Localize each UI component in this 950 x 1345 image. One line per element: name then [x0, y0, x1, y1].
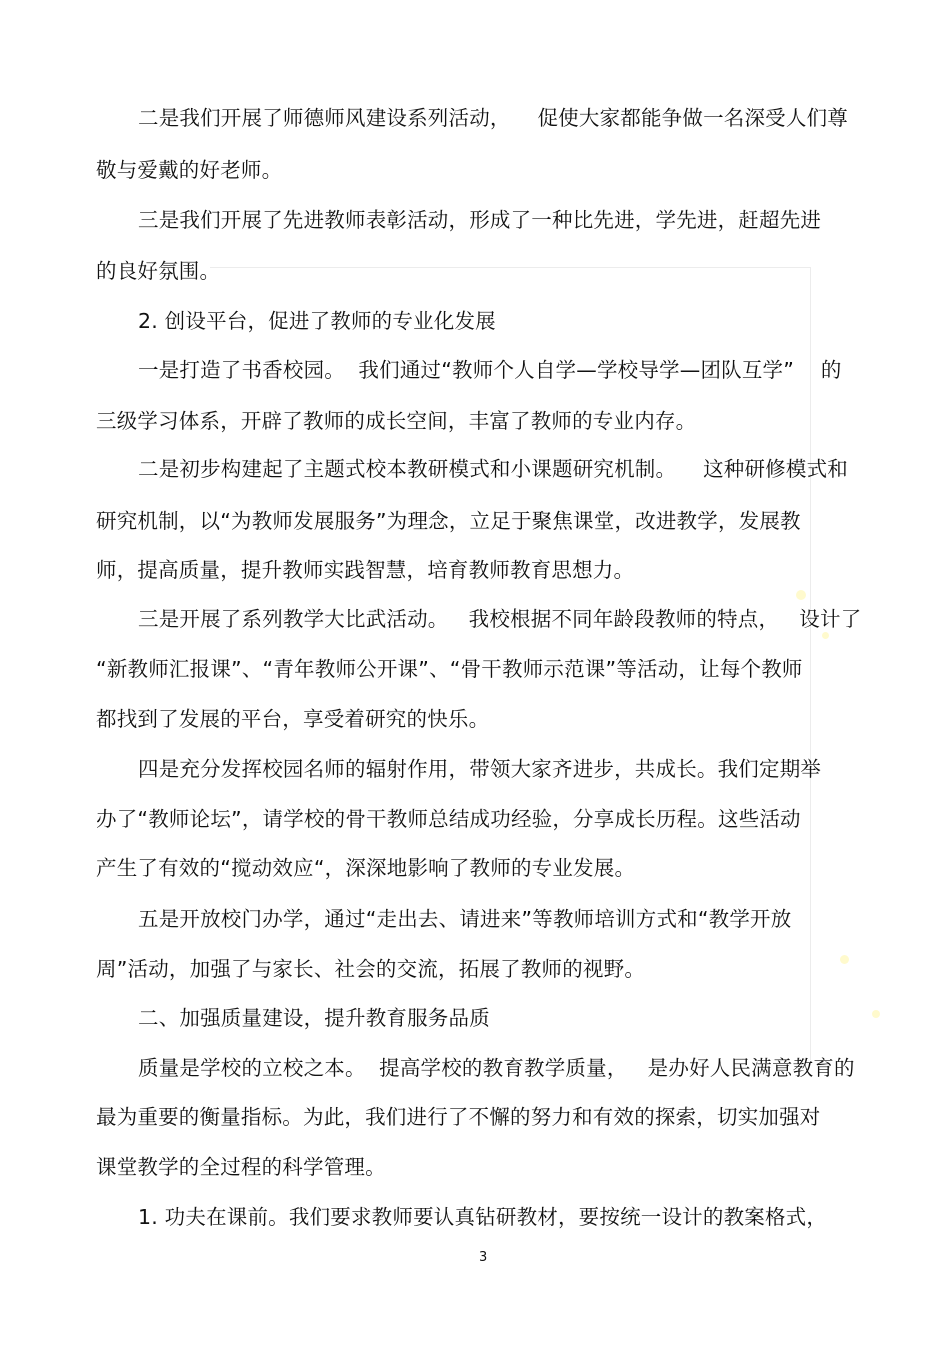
text-line: 三是我们开展了先进教师表彰活动，形成了一种比先进，学先进，赶超先进 — [138, 208, 822, 232]
text-line: 三级学习体系，开辟了教师的成长空间，丰富了教师的专业内存。 — [96, 409, 697, 433]
text-line: “新教师汇报课”、“青年教师公开课”、“骨干教师示范课”等活动，让每个教师 — [96, 657, 803, 681]
text-line: 周”活动，加强了与家长、社会的交流，拓展了教师的视野。 — [96, 957, 646, 981]
scan-speck — [822, 632, 829, 639]
text-line: 产生了有效的“搅动效应“，深深地影响了教师的专业发展。 — [96, 856, 636, 880]
scan-speck — [840, 955, 849, 964]
text-line: 二是我们开展了师德师风建设系列活动， 促使大家都能争做一名深受人们尊 — [138, 106, 848, 130]
text-line: 三是开展了系列教学大比武活动。 我校根据不同年龄段教师的特点， 设计了 — [138, 607, 862, 631]
scan-speck — [796, 590, 806, 600]
text-line: 敬与爱戴的好老师。 — [96, 158, 283, 182]
text-line: 都找到了发展的平台，享受着研究的快乐。 — [96, 707, 490, 731]
text-line: 办了“教师论坛”，请学校的骨干教师总结成功经验，分享成长历程。这些活动 — [96, 807, 801, 831]
section-heading: 二、加强质量建设，提升教育服务品质 — [138, 1006, 490, 1030]
text-line: 二是初步构建起了主题式校本教研模式和小课题研究机制。 这种研修模式和 — [138, 457, 848, 481]
section-heading: 2. 创设平台，促进了教师的专业化发展 — [138, 309, 496, 333]
text-line: 一是打造了书香校园。 我们通过“教师个人自学—学校导学—团队互学” 的 — [138, 358, 842, 382]
text-line: 质量是学校的立校之本。 提高学校的教育教学质量， 是办好人民满意教育的 — [138, 1056, 855, 1080]
text-line: 四是充分发挥校园名师的辐射作用，带领大家齐进步，共成长。我们定期举 — [138, 757, 822, 781]
text-line: 五是开放校门办学，通过“走出去、请进来”等教师培训方式和“教学开放 — [138, 907, 792, 931]
text-line: 师，提高质量，提升教师实践智慧，培育教师教育思想力。 — [96, 558, 635, 582]
page-number: 3 — [479, 1250, 488, 1265]
text-line: 最为重要的衡量指标。为此，我们进行了不懈的努力和有效的探索，切实加强对 — [96, 1105, 821, 1129]
text-line: 课堂教学的全过程的科学管理。 — [96, 1155, 386, 1179]
text-line: 的良好氛围。 — [96, 259, 221, 283]
scan-speck — [872, 1010, 880, 1018]
text-line: 1. 功夫在课前。我们要求教师要认真钻研教材，要按统一设计的教案格式， — [138, 1205, 828, 1229]
text-line: 研究机制，以“为教师发展服务”为理念，立足于聚焦课堂，改进教学，发展教 — [96, 509, 801, 533]
